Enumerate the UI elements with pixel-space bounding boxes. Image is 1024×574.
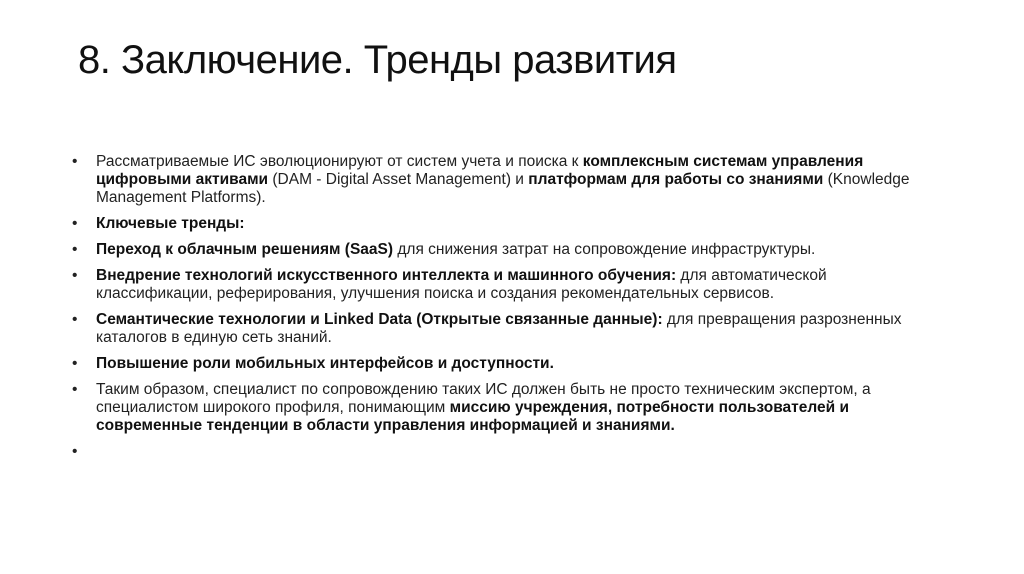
bullet-list	[72, 153, 932, 469]
bullet-text: (DAM - Digital Asset Management) и	[268, 171, 529, 188]
bullet-text-bold: Переход к облачным решениям (SaaS)	[96, 241, 394, 258]
bullet-icon: •	[72, 443, 78, 460]
bullet-text-bold: миссию учреждения, потребности пользователей и современные тенденции в области управления информацией и знаниями.	[96, 399, 850, 434]
bullet-item-mobile	[72, 355, 932, 373]
bullet-icon: •	[72, 381, 78, 398]
bullet-item-evolution	[72, 153, 932, 207]
bullet-text-bold: Семантические технологии и Linked Data (Открытые связанные данные):	[96, 311, 663, 328]
bullet-icon: •	[72, 215, 78, 232]
bullet-text: (Knowledge Management Platforms).	[96, 171, 910, 206]
bullet-icon: •	[72, 311, 78, 328]
bullet-item-empty	[72, 443, 932, 461]
bullet-text: для автоматической классификации, реферирования, улучшения поиска и создания рекомендательных сервисов.	[96, 267, 827, 302]
bullet-item-conclusion	[72, 381, 932, 435]
bullet-text-bold: Повышение роли мобильных интерфейсов и доступности.	[96, 355, 554, 372]
bullet-text: Рассматриваемые ИС эволюционируют от систем учета и поиска к	[96, 153, 583, 170]
bullet-item-key-trends	[72, 215, 932, 233]
bullet-item-semantic	[72, 311, 932, 347]
bullet-text: для превращения разрозненных каталогов в единую сеть знаний.	[96, 311, 902, 346]
bullet-icon: •	[72, 153, 78, 170]
bullet-text-bold: платформам для работы со знаниями	[528, 171, 824, 188]
bullet-icon: •	[72, 355, 78, 372]
slide-title: 8. Заключение. Тренды развития	[78, 38, 677, 82]
bullet-text: для снижения затрат на сопровождение инфраструктуры.	[393, 241, 816, 258]
bullet-icon: •	[72, 241, 78, 258]
bullet-text-bold: Внедрение технологий искусственного интеллекта и машинного обучения:	[96, 267, 677, 284]
bullet-item-ai	[72, 267, 932, 303]
bullet-text: Таким образом, специалист по сопровождению таких ИС должен быть не просто техническим экспертом, а специалистом широкого профиля, понимающим	[96, 381, 871, 416]
bullet-icon: •	[72, 267, 78, 284]
bullet-item-cloud	[72, 241, 932, 259]
bullet-text-bold: Ключевые тренды:	[96, 215, 245, 232]
bullet-text-bold: комплексным системам управления цифровыми активами	[96, 153, 864, 188]
